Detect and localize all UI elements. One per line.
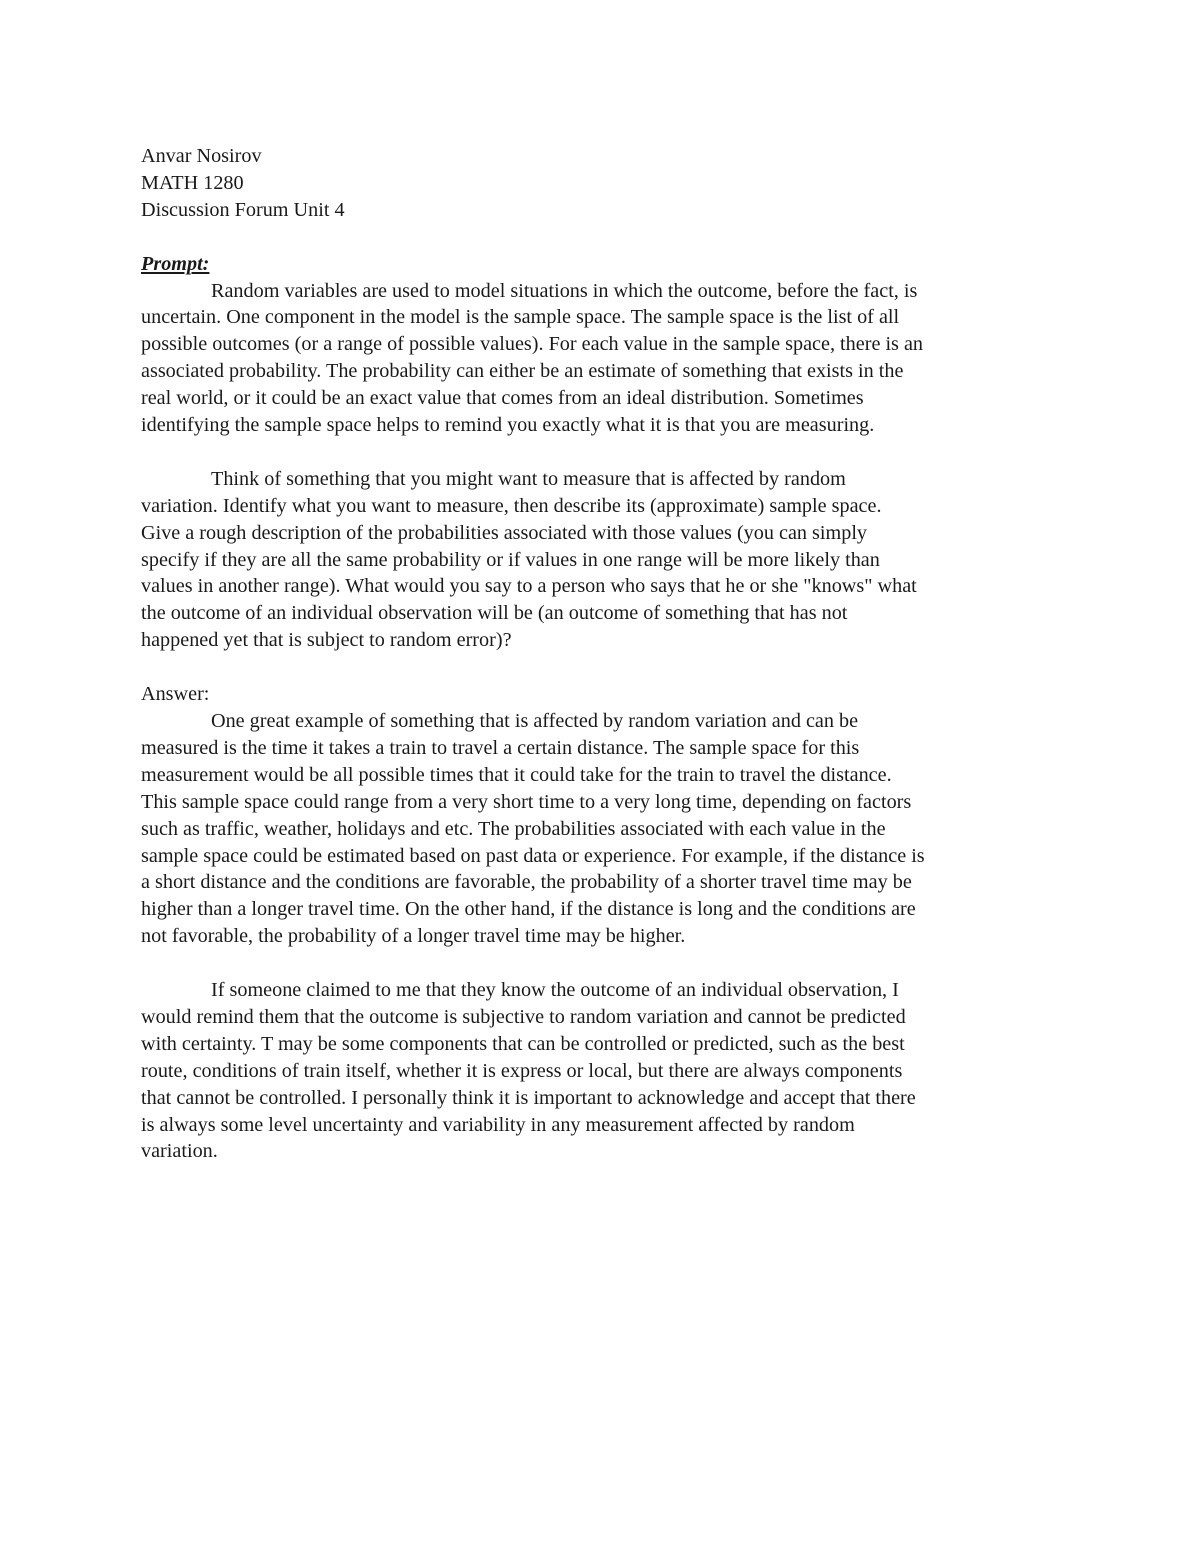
text-line: a short distance and the conditions are favorable, the probability of a shorter travel time may be [141, 871, 912, 894]
text-line: with certainty. T may be some components that can be controlled or predicted, such as the best [141, 1032, 905, 1055]
blank-line [141, 439, 1061, 466]
text-line: values in another range). What would you say to a person who says that he or she "knows" what [141, 575, 917, 598]
text-line: such as traffic, weather, holidays and etc. The probabilities associated with each value in the [141, 817, 886, 840]
text-line: Random variables are used to model situations in which the outcome, before the fact, is [211, 279, 918, 302]
prompt-paragraph-1 [141, 278, 1061, 439]
answer-label: Answer: [141, 683, 210, 706]
text-line: the outcome of an individual observation will be (an outcome of something that has not [141, 602, 848, 625]
answer-section [141, 681, 1061, 1165]
text-line: Give a rough description of the probabilities associated with those values (you can simply [141, 521, 868, 544]
text-line: route, conditions of train itself, whether it is express or local, but there are always components [141, 1059, 903, 1082]
text-line: If someone claimed to me that they know the outcome of an individual observation, I [211, 979, 899, 1002]
answer-paragraph-2 [141, 977, 1061, 1165]
text-line: is always some level uncertainty and variability in any measurement affected by random [141, 1113, 855, 1136]
blank-line [141, 654, 1061, 681]
text-line: identifying the sample space helps to remind you exactly what it is that you are measuring. [141, 414, 875, 437]
answer-paragraph-1 [141, 708, 1061, 950]
blank-line [141, 950, 1061, 977]
author-name: Anvar Nosirov [141, 145, 262, 167]
text-line: possible outcomes (or a range of possible values). For each value in the sample space, there is an [141, 333, 924, 356]
text-line: sample space could be estimated based on past data or experience. For example, if the distance is [141, 844, 925, 867]
text-line: that cannot be controlled. I personally think it is important to acknowledge and accept that there [141, 1086, 916, 1109]
text-line: variation. [141, 1140, 218, 1163]
text-line: would remind them that the outcome is subjective to random variation and cannot be predicted [141, 1005, 906, 1028]
text-line: associated probability. The probability can either be an estimate of something that exists in the [141, 360, 904, 383]
text-line: This sample space could range from a very short time to a very long time, depending on factors [141, 790, 912, 813]
blank-line [141, 224, 1061, 251]
prompt-label: Prompt: [141, 252, 210, 275]
course-code: MATH 1280 [141, 171, 244, 194]
text-line: Think of something that you might want to measure that is affected by random [211, 467, 846, 490]
text-line: happened yet that is subject to random error)? [141, 629, 512, 652]
prompt-section [141, 251, 1061, 655]
text-line: higher than a longer travel time. On the other hand, if the distance is long and the conditions are [141, 898, 916, 921]
prompt-paragraph-2 [141, 466, 1061, 654]
document-header [141, 143, 1061, 224]
text-line: uncertain. One component in the model is the sample space. The sample space is the list of all [141, 306, 900, 329]
text-line: variation. Identify what you want to measure, then describe its (approximate) sample space. [141, 494, 882, 517]
text-line: real world, or it could be an exact value that comes from an ideal distribution. Sometimes [141, 387, 864, 410]
assignment-title: Discussion Forum Unit 4 [141, 198, 345, 221]
text-line: not favorable, the probability of a longer travel time may be higher. [141, 925, 686, 948]
text-line: measured is the time it takes a train to travel a certain distance. The sample space for this [141, 736, 860, 759]
text-line: One great example of something that is affected by random variation and can be [211, 709, 859, 732]
text-line: specify if they are all the same probability or if values in one range will be more likely than [141, 548, 880, 571]
document-page [141, 143, 1061, 1165]
text-line: measurement would be all possible times that it could take for the train to travel the distance. [141, 763, 892, 786]
